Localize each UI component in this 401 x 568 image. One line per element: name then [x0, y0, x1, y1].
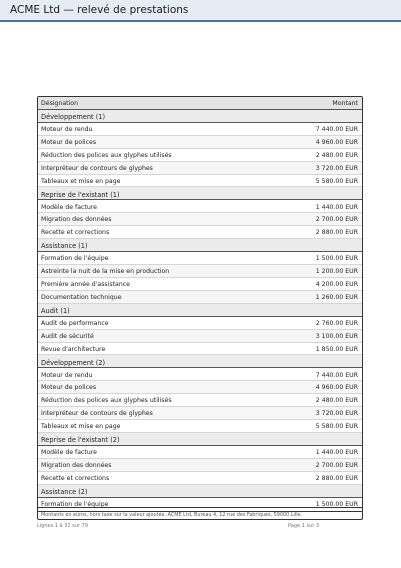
table-row [38, 252, 362, 265]
services-table [37, 96, 363, 512]
row-amount: 1 200.00 EUR [315, 268, 358, 276]
page-number: Page 1 sur 3 [288, 523, 320, 529]
row-designation: Moteur de polices [41, 384, 97, 392]
row-amount: 7 440.00 EUR [315, 371, 358, 379]
table-row [38, 317, 362, 330]
row-amount: 1 260.00 EUR [315, 294, 358, 302]
row-amount: 4 960.00 EUR [315, 384, 358, 392]
row-designation: Moteur de rendu [41, 371, 93, 379]
row-amount: 1 440.00 EUR [315, 203, 358, 211]
group-header-row [38, 304, 362, 317]
row-designation: Recette et corrections [41, 474, 110, 482]
row-amount: 7 440.00 EUR [315, 126, 358, 134]
row-amount: 5 580.00 EUR [315, 177, 358, 185]
table-row [38, 149, 362, 162]
group-header-row [38, 485, 362, 498]
table-row [38, 162, 362, 175]
row-amount: 3 100.00 EUR [315, 332, 358, 340]
row-amount: 3 720.00 EUR [315, 410, 358, 418]
table-row [38, 291, 362, 304]
row-designation: Revue d'architecture [41, 345, 106, 353]
table-row [38, 330, 362, 343]
table-row [38, 226, 362, 239]
footnote-text: Montants en euros, hors taxe sur la valeur ajoutée. ACME Ltd, Bureau 4, 12 rue des Fabriques, 59000 Lille. [41, 511, 303, 518]
group-label: Assistance (1) [41, 242, 88, 251]
table-row [38, 278, 362, 291]
table-row [38, 175, 362, 188]
group-label: Reprise de l'existant (2) [41, 436, 120, 445]
title-bar [0, 0, 401, 22]
row-amount: 1 850.00 EUR [315, 345, 358, 353]
row-amount: 1 440.00 EUR [315, 449, 358, 457]
row-amount: 2 480.00 EUR [315, 151, 358, 159]
row-amount: 3 720.00 EUR [315, 164, 358, 172]
table-body [38, 110, 362, 511]
group-header-row [38, 355, 362, 368]
row-amount: 4 960.00 EUR [315, 138, 358, 146]
document-title: ACME Ltd — relevé de prestations [10, 4, 189, 16]
table-row [38, 123, 362, 136]
row-amount: 2 880.00 EUR [315, 229, 358, 237]
row-designation: Documentation technique [41, 294, 122, 302]
table-row [38, 407, 362, 420]
row-amount: 2 700.00 EUR [315, 462, 358, 469]
group-label: Reprise de l'existant (1) [41, 190, 120, 199]
row-amount: 2 480.00 EUR [315, 397, 358, 405]
row-designation: Formation de l'équipe [41, 500, 109, 508]
table-row [38, 446, 362, 459]
row-designation: Réduction des polices aux glyphes utilisés [41, 151, 172, 159]
group-header-row [38, 187, 362, 200]
row-amount: 1 500.00 EUR [315, 500, 358, 508]
row-designation: Audit de sécurité [41, 332, 94, 340]
row-amount: 2 880.00 EUR [315, 474, 358, 482]
row-designation: Astreinte la nuit de la mise en production [41, 268, 170, 276]
row-designation: Moteur de polices [41, 138, 97, 146]
line-count: Lignes 1 à 31 sur 79 [37, 523, 88, 529]
column-header-designation: Désignation [41, 100, 79, 108]
group-header-row [38, 433, 362, 446]
row-designation: Réduction des polices aux glyphes utilisés [41, 397, 172, 405]
group-label: Développement (1) [41, 113, 106, 122]
row-designation: Modèle de facture [41, 449, 97, 457]
row-designation: Interpréteur de contours de glyphes [41, 164, 153, 172]
group-header-row [38, 110, 362, 123]
table-row [38, 343, 362, 356]
footnote [37, 507, 363, 520]
table-row [38, 213, 362, 226]
row-designation: Audit de performance [41, 319, 109, 327]
row-designation: Interpréteur de contours de glyphes [41, 410, 153, 418]
column-header-amount: Montant [332, 100, 358, 108]
group-label: Audit (1) [41, 306, 70, 315]
group-label: Développement (2) [41, 358, 106, 367]
row-designation: Recette et corrections [41, 229, 110, 237]
row-designation: Moteur de rendu [41, 126, 93, 134]
table-row [38, 136, 362, 149]
row-amount: 5 580.00 EUR [315, 423, 358, 431]
row-designation: Formation de l'équipe [41, 255, 109, 263]
row-designation: Migration des données [41, 462, 112, 469]
table-row [38, 394, 362, 407]
row-amount: 2 760.00 EUR [315, 319, 358, 327]
table-row [38, 265, 362, 278]
row-designation: Migration des données [41, 216, 112, 224]
row-amount: 2 700.00 EUR [315, 216, 358, 224]
table-row [38, 472, 362, 485]
table-row [38, 368, 362, 381]
table-row [38, 381, 362, 394]
table-row [38, 200, 362, 213]
group-label: Assistance (2) [41, 487, 88, 496]
table-row [38, 459, 362, 472]
table-row [38, 420, 362, 433]
row-designation: Modèle de facture [41, 203, 97, 211]
row-amount: 1 500.00 EUR [315, 255, 358, 263]
table-header-row [38, 97, 362, 110]
group-header-row [38, 239, 362, 252]
row-amount: 4 200.00 EUR [315, 281, 358, 289]
row-designation: Première année d'assistance [41, 281, 130, 289]
row-designation: Tableaux et mise en page [41, 177, 121, 185]
row-designation: Tableaux et mise en page [41, 423, 121, 431]
